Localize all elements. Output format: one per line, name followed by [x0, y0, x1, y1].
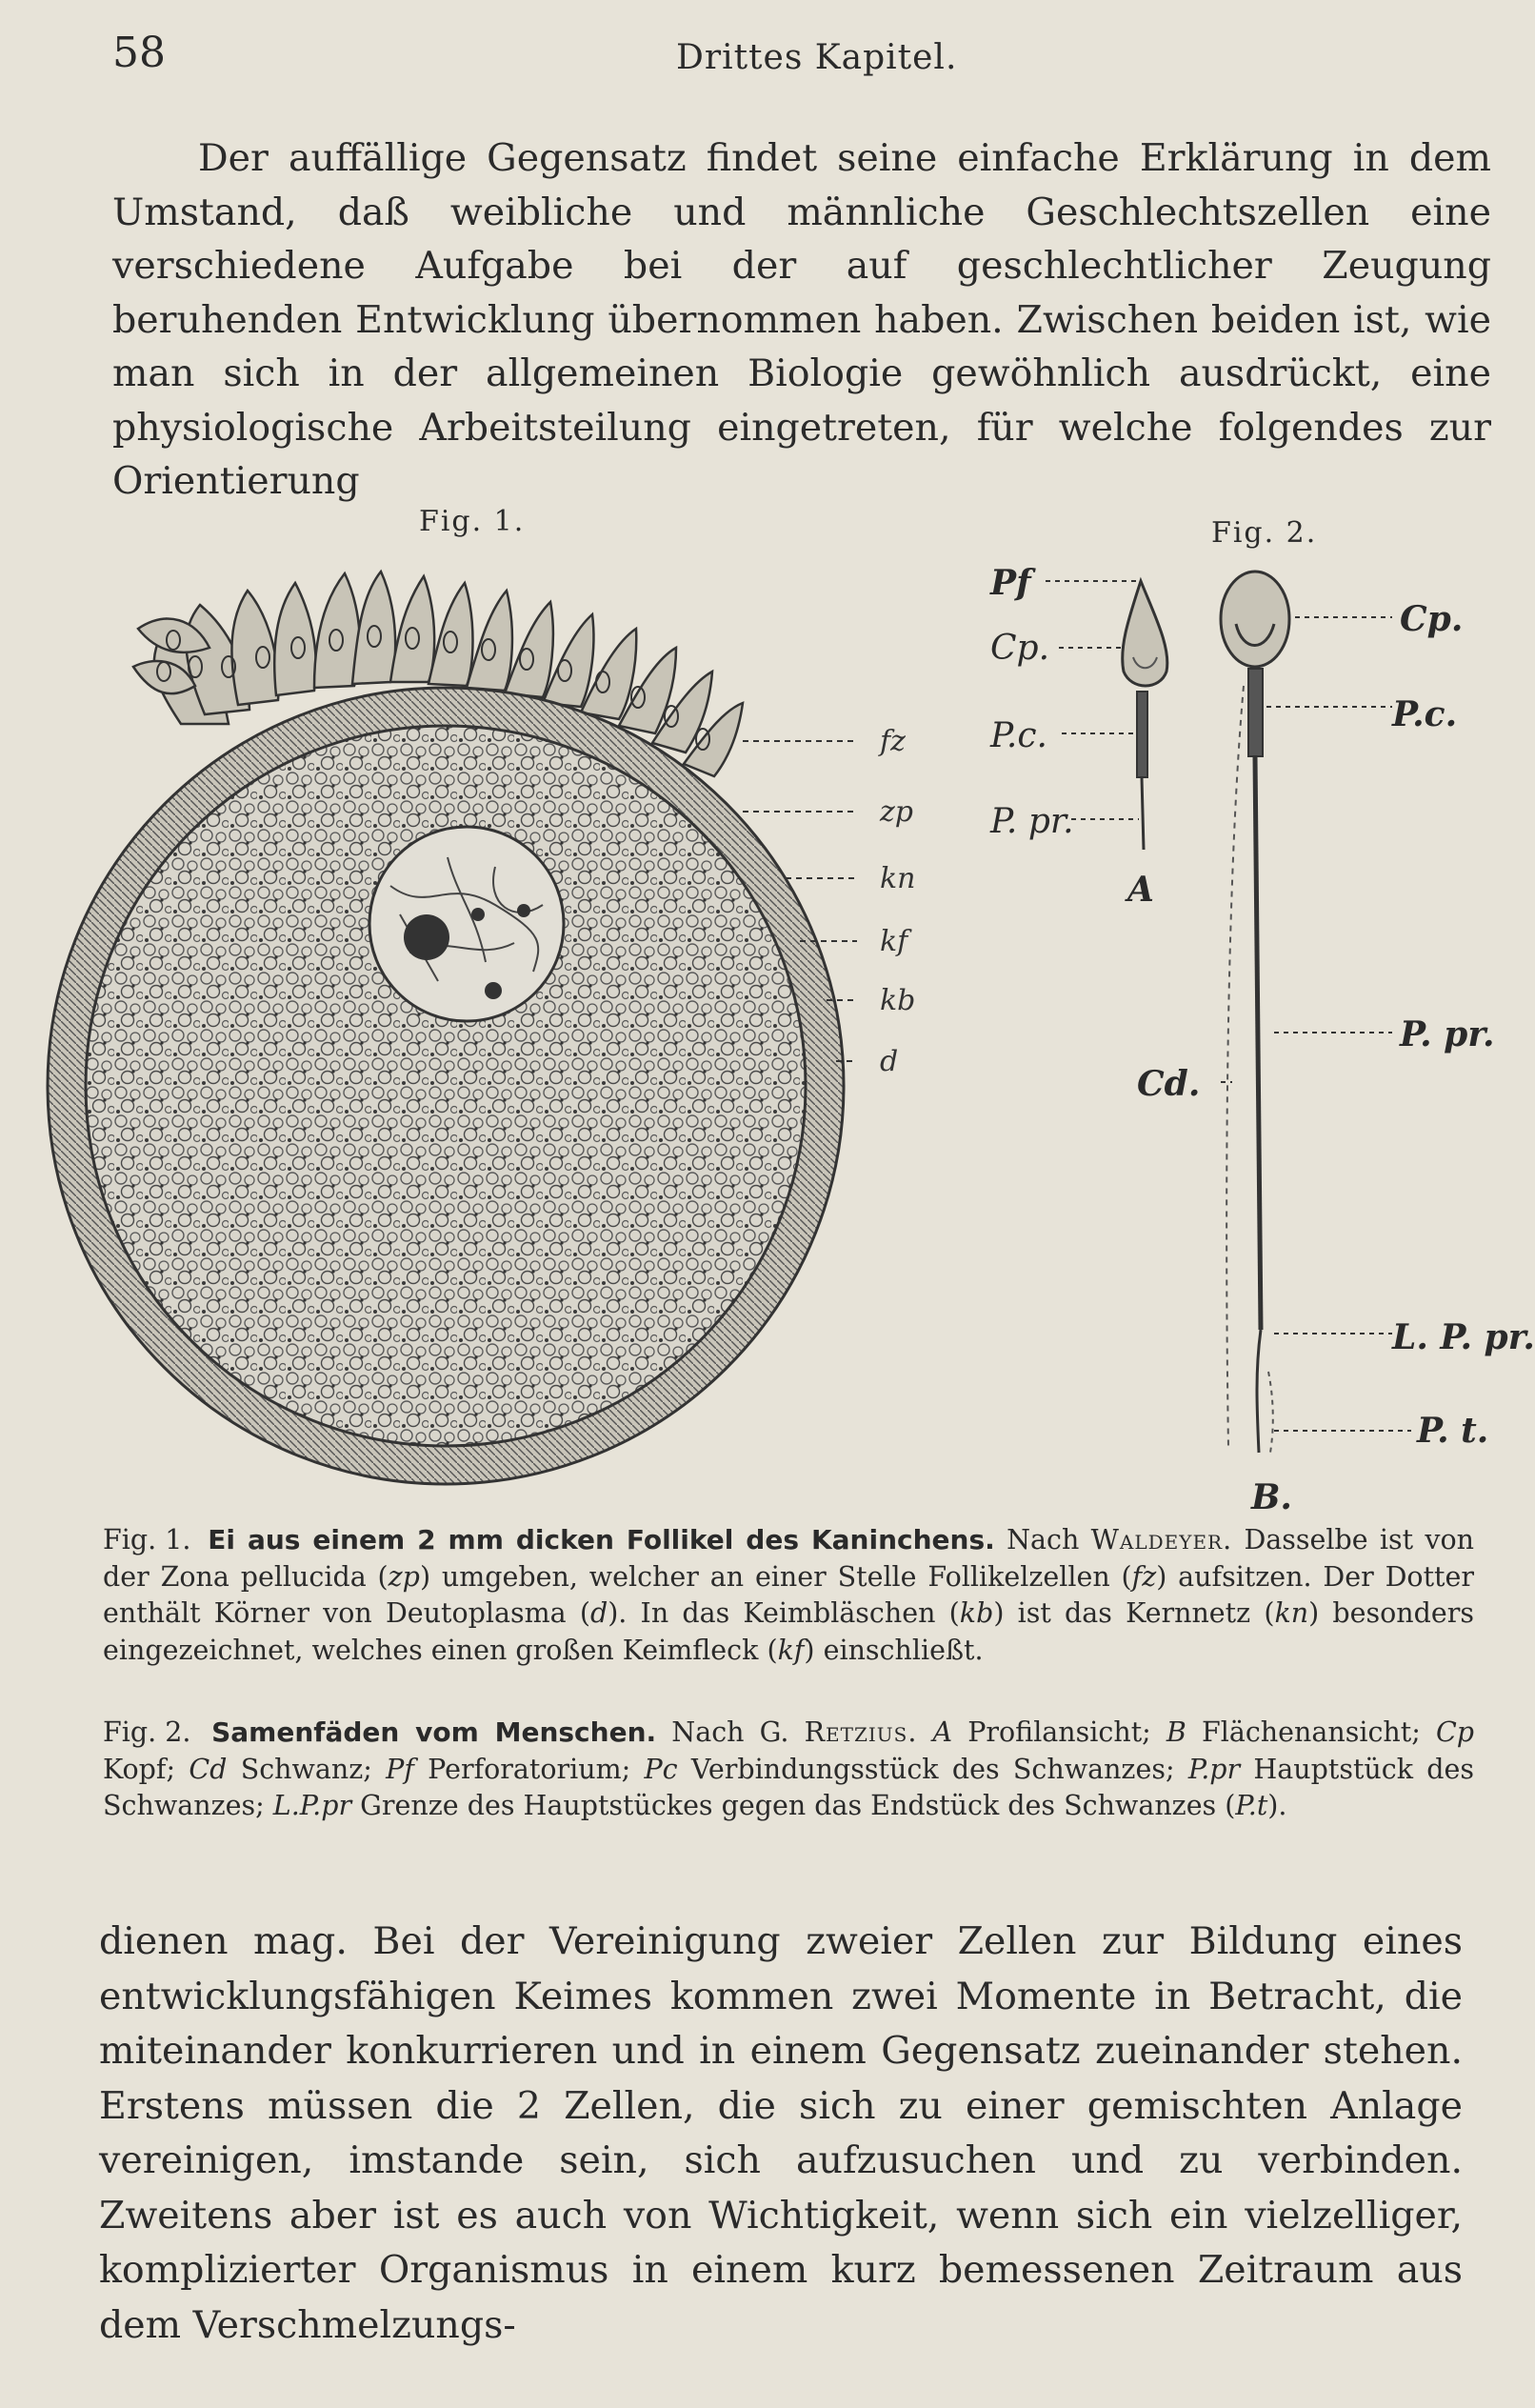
caption1-zp: zp	[388, 1560, 420, 1593]
caption2-pt: P.t	[1235, 1790, 1268, 1821]
caption2-lppr: L.P.pr	[272, 1790, 352, 1821]
caption2-text-4: Schwanz;	[227, 1753, 387, 1785]
annotation-b-cd: Cd.	[1137, 1064, 1201, 1104]
caption2-text-6: Verbindungsstück des Schwanzes;	[677, 1753, 1188, 1785]
egg-illustration	[48, 572, 857, 1484]
letter-a: A	[1127, 870, 1154, 910]
caption2-a: A	[932, 1716, 953, 1748]
annotation-b-ppr: P. pr.	[1400, 1014, 1495, 1054]
caption1-text-4: ). In das Keimbläschen (	[608, 1597, 960, 1629]
annotation-kn: kn	[880, 862, 916, 895]
annotation-b-cp: Cp.	[1400, 599, 1464, 639]
annotation-a-pc: P.c.	[990, 716, 1047, 755]
caption2-author: Retzius.	[804, 1716, 918, 1748]
caption2-text-7: Hauptstück des Schwanzes;	[103, 1753, 1474, 1821]
annotation-a-pf: Pf	[990, 563, 1031, 603]
caption2-pf: Pf	[386, 1753, 414, 1785]
paragraph-bottom	[99, 1915, 1463, 2353]
caption2-cd: Cd	[189, 1753, 228, 1785]
caption1-d: d	[589, 1597, 608, 1629]
caption2-text-3: Kopf;	[103, 1753, 189, 1785]
caption1-text-7: ) einschließt.	[804, 1634, 984, 1666]
caption1-nach: Nach	[1007, 1524, 1080, 1555]
caption1-title: Ei aus einem 2 mm dicken Follikel des Kaninchens.	[208, 1524, 995, 1555]
caption-figure1	[103, 1522, 1474, 1669]
annotation-zp: zp	[880, 795, 914, 829]
annotation-b-lppr: L. P. pr.	[1392, 1317, 1535, 1357]
caption1-kf: kf	[777, 1634, 805, 1666]
annotation-a-cp: Cp.	[990, 629, 1050, 668]
caption2-nach: Nach G.	[671, 1716, 789, 1748]
caption2-cp: Cp	[1435, 1716, 1475, 1748]
caption1-fz: fz	[1131, 1560, 1157, 1593]
running-title: Drittes Kapitel.	[676, 38, 958, 77]
annotation-a-ppr: P. pr.	[990, 802, 1074, 841]
paragraph-bottom-text: dienen mag. Bei der Vereinigung zweier Zellen zur Bildung eines entwicklungsfähigen Keimes kommen zwei Momente in Betracht, die miteinander konkurrieren und in einem Gegensatz zueinander stehen. Erstens müssen die 2 Zellen, die sich zu einer gemischten Anlage vereinigen, imstande sein, sich aufzusuchen und zu verbinden. Zweitens aber ist es auch von Wichtigkeit, wenn sich ein vielzelliger, komplizierter Organismus in einem kurz bemessenen Zeitraum aus dem Verschmelzungs-	[99, 1919, 1463, 2347]
caption1-kb: kb	[959, 1597, 994, 1629]
annotation-kb: kb	[880, 984, 916, 1017]
caption2-text-1: Profilansicht;	[952, 1716, 1166, 1748]
sperm-flat-illustration	[1221, 572, 1411, 1453]
annotation-fz: fz	[880, 725, 906, 758]
figure1-annotations	[878, 725, 916, 1078]
caption2-title: Samenfäden vom Menschen.	[211, 1716, 657, 1748]
caption1-text-3: ) aufsitzen. Der Dotter enthält Körner von Deutoplasma (	[103, 1560, 1474, 1629]
figure2-label: Fig. 2.	[1211, 516, 1318, 550]
caption1-lead: Fig. 1.	[103, 1524, 191, 1555]
caption2-b: B	[1166, 1716, 1186, 1748]
annotation-d: d	[880, 1045, 899, 1078]
caption2-text-2: Flächenansicht;	[1186, 1716, 1436, 1748]
caption-figure2	[103, 1715, 1474, 1825]
caption2-lead: Fig. 2.	[103, 1716, 191, 1748]
caption2-pc: Pc	[644, 1753, 678, 1785]
caption2-text-9: ).	[1267, 1790, 1287, 1821]
caption1-kn: kn	[1274, 1597, 1309, 1629]
caption1-author: Waldeyer.	[1090, 1524, 1233, 1555]
annotation-kf: kf	[880, 925, 908, 958]
annotation-b-pt: P. t.	[1417, 1411, 1489, 1451]
caption1-text-1: Dasselbe ist von der Zona pellucida (	[103, 1524, 1474, 1593]
caption2-text-8: Grenze des Hauptstückes gegen das Endstück des Schwanzes (	[351, 1790, 1236, 1821]
caption1-text-5: ) ist das Kernnetz (	[993, 1597, 1275, 1629]
caption1-text-2: ) umgeben, welcher an einer Stelle Follikelzellen (	[419, 1560, 1132, 1593]
page-number: 58	[112, 29, 166, 77]
caption2-text-5: Perforatorium;	[413, 1753, 645, 1785]
germinal-vesicle	[369, 827, 564, 1021]
figure1-label: Fig. 1.	[419, 505, 526, 538]
caption1-text-6: ) besonders eingezeichnet, welches einen großen Keimfleck (	[103, 1597, 1475, 1666]
paragraph-top-text: Der auffällige Gegensatz findet seine einfache Erklärung in dem Umstand, daß weibliche und männliche Geschlechtszellen eine verschiedene Aufgabe bei der auf geschlechtlicher Zeugung beruhenden Entwicklung übernommen haben. Zwischen beiden ist, wie man sich in der allgemeinen Biologie gewöhnlich ausdrückt, eine physiologische Arbeitsteilung eingetreten, für welche folgendes zur Orientierung	[112, 136, 1491, 503]
caption2-ppr: P.pr	[1187, 1753, 1241, 1785]
letter-b: B.	[1251, 1477, 1292, 1517]
annotation-b-pc: P.c.	[1392, 694, 1458, 734]
germinal-spot	[404, 914, 449, 960]
